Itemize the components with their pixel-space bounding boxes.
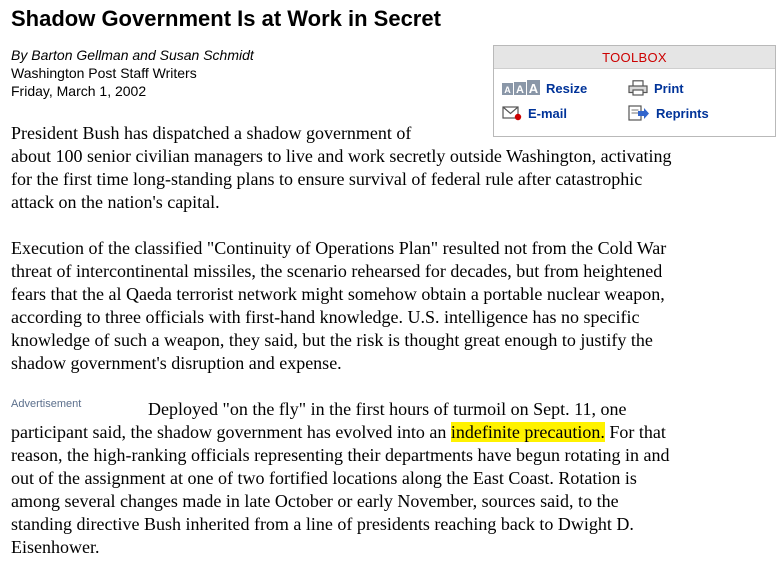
envelope-icon: [502, 105, 522, 121]
print-label[interactable]: Print: [654, 80, 684, 96]
publish-date: Friday, March 1, 2002: [11, 83, 147, 99]
paragraph-line: [11, 421, 669, 444]
paragraph-line: reason, the high-ranking officials representing their departments have begun rotating in and: [11, 445, 670, 465]
byline-organization: Washington Post Staff Writers: [11, 65, 197, 81]
article-headline: Shadow Government Is at Work in Secret: [11, 6, 441, 31]
email-label[interactable]: E-mail: [528, 105, 568, 121]
paragraph-line: out of the assignment at one of two fortified locations along the East Coast. Rotation is: [11, 468, 637, 488]
paragraph-text: Deployed "on the fly" in the first hours of turmoil on Sept. 11, one: [148, 399, 627, 419]
paragraph-line: Eisenhower.: [11, 537, 100, 557]
byline-block: [11, 46, 254, 100]
text-resize-icon: [502, 80, 540, 96]
svg-text:A: A: [528, 81, 539, 96]
paragraph-line: Execution of the classified "Continuity of Operations Plan" resulted not from the Cold War: [11, 238, 667, 258]
paragraph-line: knowledge of such a weapon, they said, but the risk is thought great enough to justify the: [11, 330, 653, 350]
resize-label[interactable]: Resize: [546, 80, 588, 96]
print-button[interactable]: [628, 80, 684, 96]
article-paragraph: [11, 237, 666, 375]
paragraph-line: attack on the nation's capital.: [11, 192, 220, 212]
svg-text:A: A: [504, 85, 511, 95]
paragraph-line: shadow government's disruption and expense.: [11, 353, 342, 373]
highlighted-text: indefinite precaution.: [450, 422, 605, 442]
paragraph-line: fears that the al Qaeda terrorist network might somehow obtain a portable nuclear weapon,: [11, 284, 665, 304]
paragraph-line: [11, 398, 669, 421]
paragraph-text: For that: [604, 422, 666, 442]
paragraph-text: participant said, the shadow government has evolved into an: [11, 422, 451, 442]
article-paragraph: [11, 398, 669, 559]
toolbox-title: TOOLBOX: [494, 46, 775, 69]
advertisement-label: Advertisement: [11, 398, 82, 410]
svg-text:A: A: [516, 84, 524, 96]
paragraph-line: for the first time long-standing plans to ensure survival of federal rule after catastrophic: [11, 169, 643, 189]
byline-authors: By Barton Gellman and Susan Schmidt: [11, 47, 254, 63]
reprints-label[interactable]: Reprints: [656, 105, 709, 121]
paragraph-line: according to three officials with first-hand knowledge. U.S. intelligence has no specific: [11, 307, 640, 327]
paragraph-line: threat of intercontinental missiles, the scenario rehearsed for decades, but from heightened: [11, 261, 663, 281]
resize-button[interactable]: [502, 80, 587, 96]
article-paragraph: [11, 122, 672, 214]
paragraph-line: among several changes made in late October or early November, sources said, to the: [11, 491, 619, 511]
paragraph-line: standing directive Bush inherited from a line of presidents reaching back to Dwight D.: [11, 514, 634, 534]
reprints-button[interactable]: [628, 105, 709, 121]
email-button[interactable]: [502, 105, 567, 121]
paragraph-line: President Bush has dispatched a shadow government of: [11, 123, 412, 143]
paragraph-line: about 100 senior civilian managers to live and work secretly outside Washington, activating: [11, 146, 672, 166]
reprints-arrow-icon: [628, 105, 650, 121]
printer-icon: [628, 80, 648, 96]
